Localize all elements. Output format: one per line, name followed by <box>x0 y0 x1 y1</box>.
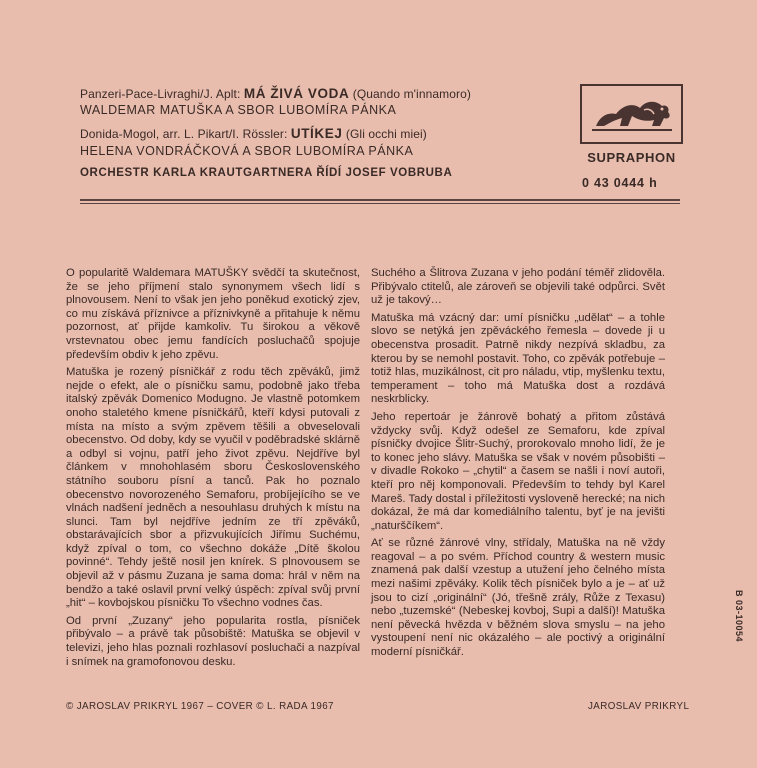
song1-original-title: (Quando m'innamoro) <box>352 87 471 101</box>
supraphon-logo <box>580 84 683 144</box>
paragraph: Ať se různé žánrové vlny, střídaly, Matuška na ně vždy reagoval – a po svém. Příchod country & western music znamená pak další vzestup a utužení jeho čelného místa mezi našimi zpěváky. Kolik těch písniček bylo a je – ať už jsou to cizí „originální“ (Jó, třešně zrály, Růže z Texasu) nebo „tuzemské“ (Nebeskej kovboj, Supi a další)! Matuška není pěvecká hvězda v běžném slova smyslu – na jeho vystoupení není nic okázalého – ale poctivý a originální moderní písničkář. <box>371 537 665 659</box>
paragraph: Suchého a Šlitrova Zuzana v jeho podání téměř zlidověla. Přibývalo ctitelů, ale zároveň se objevili také odpůrci. Svět už je takový… <box>371 267 665 307</box>
catalog-number: 0 43 0444 h <box>582 176 658 190</box>
paragraph: O popularitě Waldemara MATUŠKY svědčí ta skutečnost, že se jeho příjmení stalo synonymem všech lidí s plnovousem. Není to však jen jeho poněkud exotický zjev, co mu získává příznivce a příznivkyně a přitahuje k němu pozornost, ať přijde kamkoliv. Tu širokou a věkově vrstevnatou obec jemu fandících posluchačů spojuje především obdiv k jeho zpěvu. <box>66 267 360 361</box>
side-code: B 03-10054 <box>734 590 744 643</box>
song2-authors: Donida-Mogol, arr. L. Pikart/I. Rössler: <box>80 127 288 141</box>
brand-name: SUPRAPHON <box>587 150 676 165</box>
liner-notes-right-column <box>371 267 665 664</box>
author-signature: JAROSLAV PRIKRYL <box>588 701 690 712</box>
paragraph: Od první „Zuzany“ jeho popularita rostla, písniček přibývalo – a právě tak působiště: Matuška se objevil v televizi, jeho hlas poznali rozhlasoví posluchači a nazpíval i snímek na gramofonovou desku. <box>66 614 360 668</box>
paragraph: Matuška je rozený písničkář z rodu těch zpěváků, jimž nejde o efekt, ale o písničku samu, podobně jako třeba italský zpěvák Domenico Modugno. Je vlastně potomkem onoho staletého kmene písničkářů, kteří kdysi putovali z místa na místo a svým zpěvem těšili a obveselovali obecenstvo. Od doby, kdy se vyučil v poděbradské sklárně a odbyl si vojnu, patří jeho život zpěvu. Nejdříve byl článkem v mnohohlasém sboru Československého státního souboru písní a tanců. Pak ho poznalo obecenstvo novorozeného Semaforu, probíjejícího se ve vlnách nadšení jedněch a nesouhlasu druhých k místu na slunci. Tam byl nejdříve jedním ze tří zpěváků, obstarávajících sbor a přizvukujících Jiřímu Suchému, když zpíval o tom, co všechno dokáže „Dítě školou povinné“. Tehdy ještě nosil jen knírek. S plnovousem se objevil až v pásmu Zuzana je sama doma: hrál v něm na bendžo a také oslavil první velký úspěch: zpíval svůj první „hit“ – kovbojskou písničku To všechno vodnes čas. <box>66 366 360 610</box>
paragraph: Matuška má vzácný dar: umí písničku „udělat“ – a tohle slovo se netýká jen zpěváckého řemesla – dovede ji u obecenstva prosadit. Patrně nikdy nezpívá skladbu, za kterou by se nemohl postavit. Toho, co zpěvák potřebuje – totiž hlas, muzikálnost, cit pro náladu, vtip, myšlenku textu, temperament – toho má Matuška dost a rozdává neskrblicky. <box>371 311 665 406</box>
song1-performers: WALDEMAR MATUŠKA A SBOR LUBOMÍRA PÁNKA <box>80 103 397 117</box>
orchestra-credit: ORCHESTR KARLA KRAUTGARTNERA ŘÍDÍ JOSEF VOBRUBA <box>80 167 453 179</box>
paragraph: Jeho repertoár je žánrově bohatý a přitom zůstává vždycky svůj. Když odešel ze Semaforu, kde zpíval písničky dvojice Šlitr-Suchý, prorokovalo mnoho lidí, že je to konec jeho slávy. Matuška se však v novém působišti – v divadle Rokoko – „chytil“ a časem se našli i noví autoři, kteří pro něj komponovali. Především to tehdy byl Karel Mareš. Tady dostal i příležitosti vysloveně herecké; na nich dokázal, že má dar komediálního talentu, byť je na jevišti „naturščíkem“. <box>371 410 665 532</box>
song1-authors: Panzeri-Pace-Livraghi/J. Aplt: <box>80 87 241 101</box>
song1-title: MÁ ŽIVÁ VODA <box>243 86 350 101</box>
song2-original-title: (Gli occhi miei) <box>345 127 427 141</box>
supraphon-lion-icon <box>582 86 681 142</box>
copyright-credit: © JAROSLAV PRIKRYL 1967 – COVER © L. RADA 1967 <box>66 701 334 712</box>
song1-line <box>80 86 471 101</box>
divider-rule-thin <box>80 203 680 204</box>
liner-notes-left-column <box>66 267 360 673</box>
song2-line <box>80 126 427 141</box>
song2-title: UTÍKEJ <box>290 126 343 141</box>
divider-rule <box>80 199 680 201</box>
song2-performers: HELENA VONDRÁČKOVÁ A SBOR LUBOMÍRA PÁNKA <box>80 144 414 158</box>
